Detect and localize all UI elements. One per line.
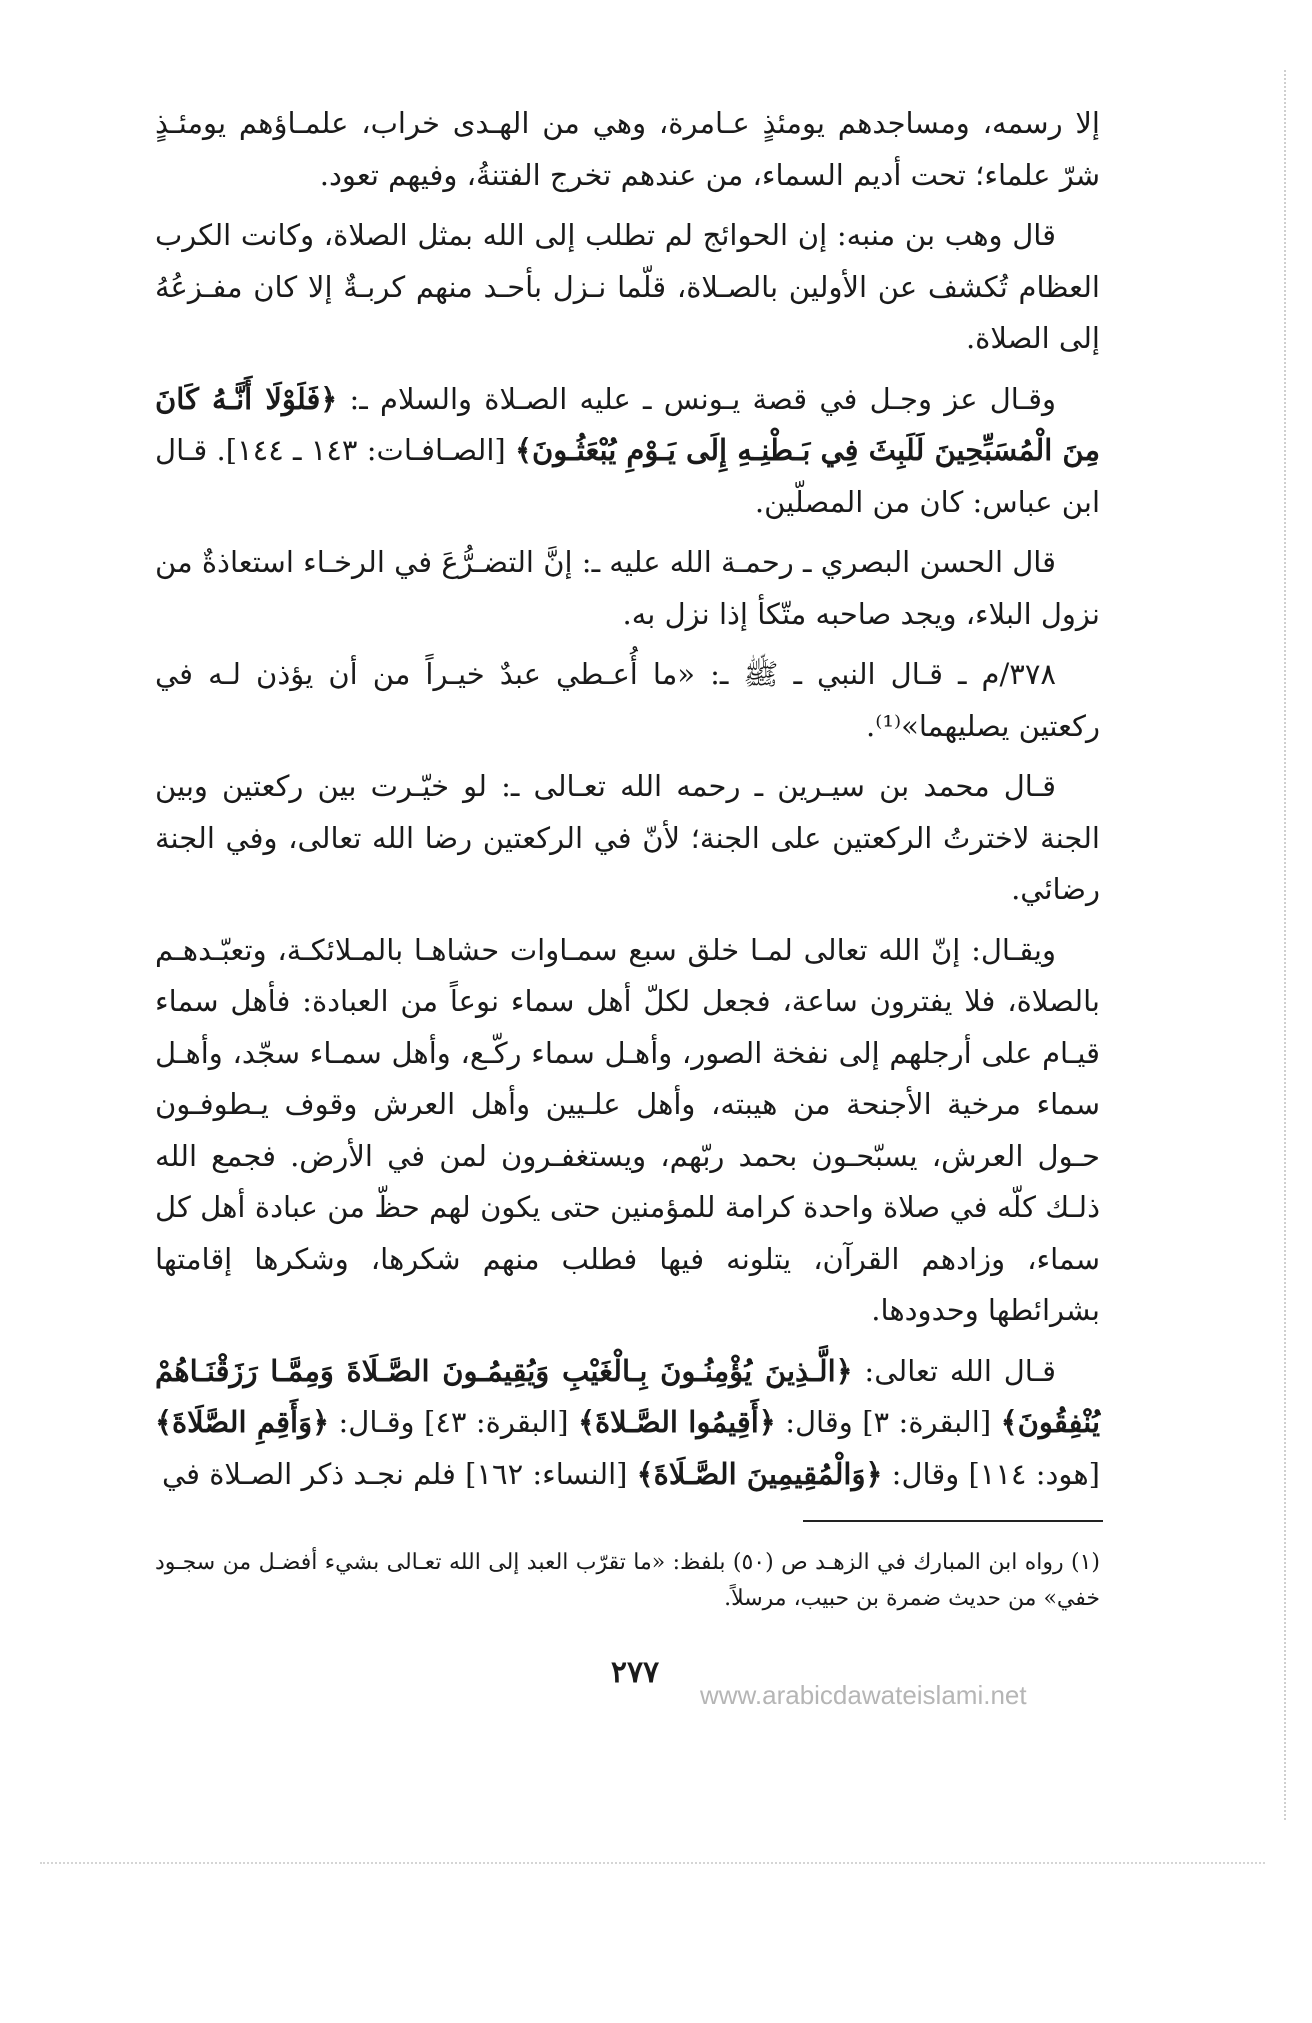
quran-verse-baqarah-43: ﴿أَقِيمُوا الصَّـلاةَ﴾ bbox=[577, 1405, 776, 1439]
ref-baqarah-43: [البقرة: ٤٣] وقـال: bbox=[329, 1405, 578, 1439]
ref-baqarah-3: [البقرة: ٣] وقال: bbox=[775, 1405, 1001, 1439]
paragraph-1: إلا رسمه، ومساجدهم يومئذٍ عـامرة، وهي من الهـدى خراب، علمـاؤهم يومئـذٍ شرّ علماء؛ تحت أديم السماء، من عندهم تخرج الفتنةُ، وفيهم تعود. bbox=[155, 106, 1100, 192]
footnote: (١) رواه ابن المبارك في الزهـد ص (٥٠) بلفظ: «ما تقرّب العبد إلى الله تعـالى بشيء أفضـل من سجـود خفي» من حديث ضمرة بن حبيب، مرسلاً. bbox=[155, 1550, 1100, 1611]
hadith-378: ٣٧٨/م ـ قـال النبي ـ ﷺ ـ: «ما أُعـطي عبدٌ خيـراً من أن يؤذن لـه في ركعتين يصليهما»⁽¹⁾. bbox=[155, 657, 1100, 743]
ref-hud-114: [هود: ١١٤] وقال: bbox=[882, 1456, 1100, 1491]
paragraph-6: قـال محمد بن سيـرين ـ رحمه الله تعـالى ـ: لو خيّـرت بين ركعتين وبين الجنة لاخترتُ الركعتين على الجنة؛ لأنّ في الركعتين رضا الله تعالى، وفي الجنة رضائي. bbox=[155, 769, 1100, 906]
scan-edge-bottom bbox=[40, 1862, 1265, 1864]
paragraph-8-lead: قـال الله تعالى: bbox=[852, 1353, 1056, 1388]
quran-verse-nisa-162: ﴿وَالْمُقِيمِينَ الصَّـلَاةَ﴾ bbox=[636, 1456, 883, 1491]
quran-verse-hud-114: ﴿وَأَقِمِ الصَّلَاةَ﴾ bbox=[155, 1405, 330, 1439]
watermark-url: www.arabicdawateislami.net bbox=[700, 1680, 1027, 1710]
paragraph-2: قال وهب بن منبه: إن الحوائج لم تطلب إلى الله بمثل الصلاة، وكانت الكرب العظام تُكشف عن الأولين بالصـلاة، قلّما نـزل بأحـد منهم كربـةٌ إلا كان مفـزعُهُ إلى الصلاة. bbox=[155, 218, 1100, 355]
paragraph-3-lead: وقـال عز وجـل في قصة يـونس ـ عليه الصـلاة والسلام ـ: bbox=[337, 381, 1057, 416]
main-text bbox=[155, 98, 1100, 1509]
paragraph-4: قال الحسن البصري ـ رحمـة الله عليه ـ: إنَّ التضـرُّعَ في الرخـاء استعاذةٌ من نزول البلاء، ويجد صاحبه متّكأ إذا نزل به. bbox=[155, 545, 1100, 631]
footnote-divider bbox=[803, 1520, 1103, 1522]
paragraph-7: ويقـال: إنّ الله تعالى لمـا خلق سبع سمـاوات حشاهـا بالمـلائكـة، وتعبّـدهـم بالصلاة، فلا يفترون ساعة، فجعل لكلّ أهل سماء نوعاً من العبادة: فأهل سماء قيـام على أرجلهم إلى نفخة الصور، وأهـل سماء ركّـع، وأهل سمـاء سجّد، وأهـل سماء مرخية الأجنحة من هيبته، وأهل علـيين وأهل العرش وقوف يـطوفـون حـول العرش، يسبّحـون بحمد ربّهم، ويستغفـرون لمن في الأرض. فجمع الله ذلـك كلّه في صلاة واحدة كرامة للمؤمنين حتى يكون لهم حظّ من عبادة أهل كل سماء، وزادهم القرآن، يتلونه فيها فطلب منهم شكرها، وشكرها إقامتها بشرائطها وحدودها. bbox=[155, 932, 1100, 1327]
ref-nisa-162: [النساء: ١٦٢] فلم نجـد ذكر الصـلاة في bbox=[161, 1456, 637, 1491]
paragraph-3-tail: [الصـافـات: ١٤٣ ـ ١٤٤]. قـال ابن عباس: كان من المصلّين. bbox=[155, 433, 1100, 519]
paragraph-8 bbox=[155, 1346, 1100, 1501]
quran-verse-baqarah-3: ﴿الَّـذِينَ يُؤْمِنُـونَ بِـالْغَيْبِ وَيُقِيمُـونَ الصَّـلَاةَ وَمِمَّـا رَزَقْنَـاهُمْ يُنْفِقُونَ﴾ bbox=[155, 1353, 1101, 1439]
page-number: ٢٧٧ bbox=[610, 1655, 660, 1690]
quran-verse-saffat: ﴿فَلَوْلَا أَنَّـهُ كَانَ مِنَ الْمُسَبِّحِينَ لَلَبِثَ فِي بَـطْنِـهِ إِلَى يَـوْمِ يُبْعَثُـونَ﴾ bbox=[155, 381, 1101, 467]
paragraph-3 bbox=[155, 374, 1100, 529]
scan-edge-right bbox=[1284, 70, 1286, 1820]
